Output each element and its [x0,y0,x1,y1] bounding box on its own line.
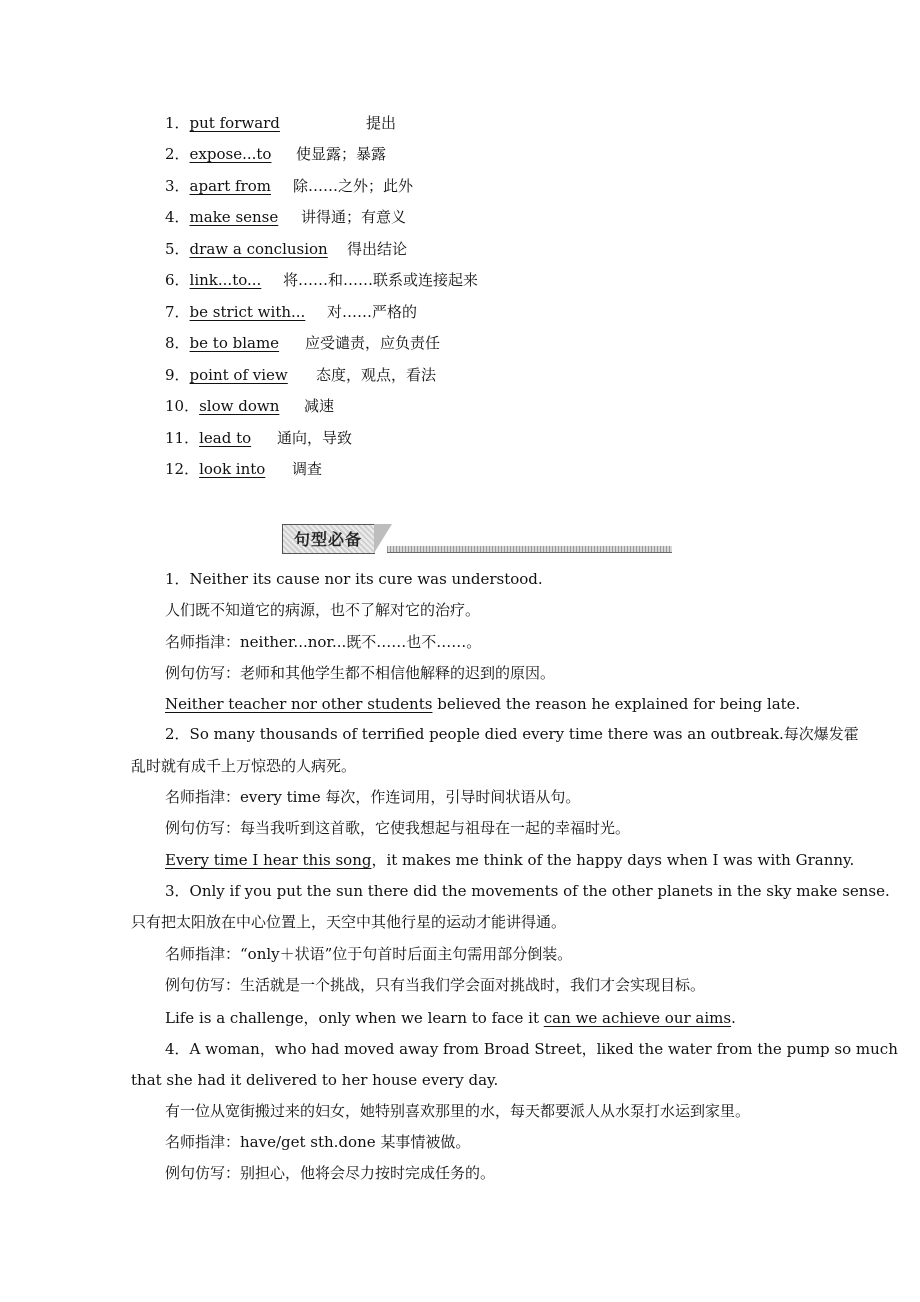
phrase-chinese-4: 讲得通；有意义 [301,208,407,226]
sentence-2-exercise: 例句仿写：每当我听到这首歌，它使我想起与祖母在一起的幸福时光。 [165,819,631,837]
phrase-english: slow down [199,397,280,415]
sentence-4-english-line2: that she had it delivered to her house every day. [131,1071,499,1089]
phrase-number: 8． [165,334,190,352]
phrase-english: lead to [199,429,252,447]
sentence-2-answer [165,850,854,870]
sentence-1-exercise: 例句仿写：老师和其他学生都不相信他解释的迟到的原因。 [165,664,556,682]
phrase-item-2 [165,144,271,164]
phrase-chinese-3: 除……之外；此外 [293,177,414,195]
sentence-4-english-line1: 4．A woman，who had moved away from Broad Street，liked the water from the pump so much [165,1040,898,1058]
sentence-3-english-line1: 3．Only if you put the sun there did the movements of the other planets in the sky make sense. [165,882,890,900]
phrase-number: 4． [165,208,190,226]
phrase-item-1 [165,113,280,133]
sentence-3-chinese: 只有把太阳放在中心位置上，天空中其他行星的运动才能讲得通。 [131,913,567,931]
phrase-item-9 [165,365,288,385]
sentence-4-chinese: 有一位从宽街搬过来的妇女，她特别喜欢那里的水，每天都要派人从水泵打水运到家里。 [165,1102,751,1120]
phrase-english: be to blame [189,334,280,352]
answer-underlined: can we achieve our aims [543,1009,732,1027]
banner-rule [387,546,672,553]
phrase-number: 7． [165,303,190,321]
sentence-4-exercise: 例句仿写：别担心，他将会尽力按时完成任务的。 [165,1164,496,1182]
phrase-english: link...to... [189,271,262,289]
sentence-3-exercise: 例句仿写：生活就是一个挑战，只有当我们学会面对挑战时，我们才会实现目标。 [165,976,706,994]
phrase-number: 9． [165,366,190,384]
phrase-item-8 [165,333,279,353]
sentence-2-english-line1: 2．So many thousands of terrified people died every time there was an outbreak.每次爆发霍 [165,725,859,743]
sentence-3-tip: 名师指津：“only＋状语”位于句首时后面主句需用部分倒装。 [165,945,573,963]
phrase-chinese-1: 提出 [366,114,397,132]
sentence-4-tip: 名师指津：have/get sth.done 某事情被做。 [165,1133,471,1151]
answer-rest: believed the reason he explained for being late. [432,695,801,713]
phrase-item-6 [165,270,261,290]
phrase-number: 11． [165,429,200,447]
phrase-chinese-12: 调查 [292,460,323,478]
sentence-3-answer [165,1008,736,1028]
section-banner [282,524,672,554]
phrase-item-3 [165,176,271,196]
phrase-item-7 [165,302,305,322]
phrase-number: 10． [165,397,200,415]
phrase-item-11 [165,428,251,448]
answer-prefix: Life is a challenge，only when we learn to face it [165,1009,544,1027]
answer-suffix: . [731,1009,736,1027]
answer-rest: ，it makes me think of the happy days when I was with Granny. [371,851,855,869]
sentence-2-english-line2: 乱时就有成千上万惊恐的人病死。 [131,757,357,775]
phrase-chinese-5: 得出结论 [347,240,408,258]
phrase-english: look into [199,460,266,478]
phrase-number: 3． [165,177,190,195]
phrase-chinese-7: 对……严格的 [327,303,418,321]
phrase-chinese-8: 应受谴责，应负责任 [305,334,441,352]
answer-underlined: Every time I hear this song [165,851,372,869]
sentence-1-chinese: 人们既不知道它的病源，也不了解对它的治疗。 [165,601,481,619]
phrase-english: be strict with... [189,303,306,321]
phrase-english: expose...to [189,145,272,163]
phrase-english: make sense [189,208,279,226]
phrase-chinese-2: 使显露；暴露 [296,145,387,163]
phrase-chinese-9: 态度，观点，看法 [316,366,437,384]
phrase-chinese-10: 减速 [304,397,335,415]
sentence-1-english: 1．Neither its cause nor its cure was understood. [165,570,543,588]
phrase-item-5 [165,239,328,259]
sentence-2-tip: 名师指津：every time 每次，作连词用，引导时间状语从句。 [165,788,581,806]
phrase-english: apart from [189,177,271,195]
phrase-number: 5． [165,240,190,258]
phrase-english: put forward [189,114,280,132]
sentence-1-answer [165,694,800,714]
phrase-english: point of view [189,366,288,384]
phrase-number: 6． [165,271,190,289]
phrase-item-12 [165,459,265,479]
phrase-item-4 [165,207,278,227]
section-title: 句型必备 [294,530,363,549]
phrase-number: 2． [165,145,190,163]
phrase-chinese-6: 将……和……联系或连接起来 [283,271,479,289]
phrase-item-10 [165,396,279,416]
sentence-1-tip: 名师指津：neither...nor...既不……也不……。 [165,633,482,651]
phrase-english: draw a conclusion [189,240,328,258]
phrase-chinese-11: 通向，导致 [277,429,353,447]
phrase-number: 12． [165,460,200,478]
answer-underlined: Neither teacher nor other students [165,695,433,713]
phrase-number: 1． [165,114,190,132]
